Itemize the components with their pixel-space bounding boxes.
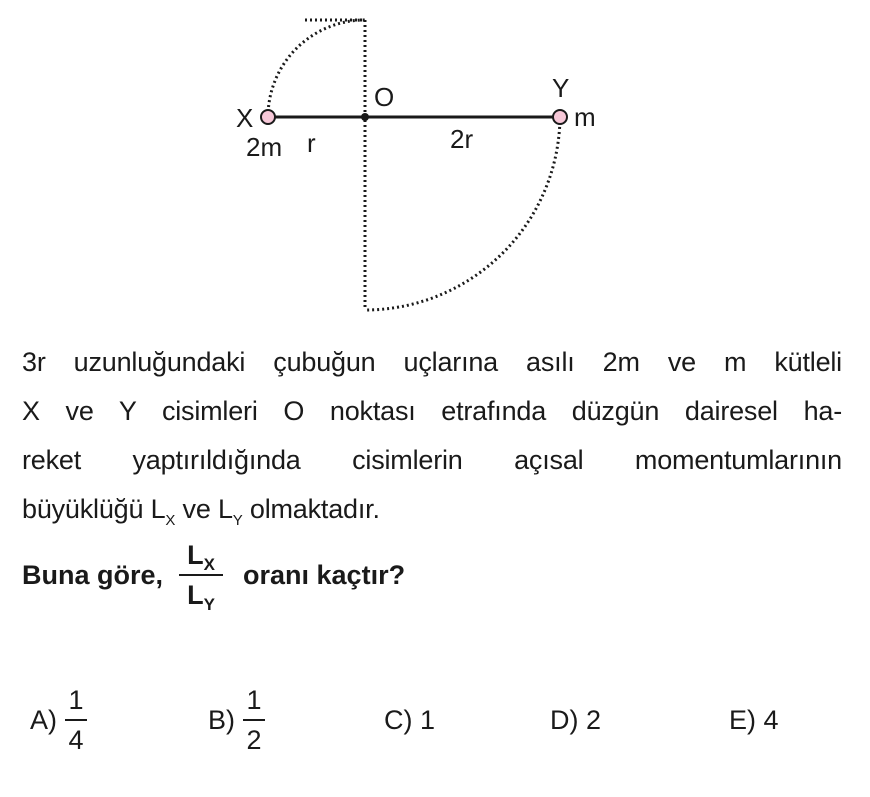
fraction-denominator [187,579,215,614]
mass-x [261,110,275,124]
fraction-bar [179,574,223,576]
question-prefix: Buna göre, [22,559,164,590]
problem-line-4-pre: büyüklüğü L [22,494,166,524]
choice-a-label: A) [30,704,57,735]
choice-b-fraction [243,685,265,755]
mass-y [553,110,567,124]
question-suffix: oranı kaçtır? [243,559,406,590]
choice-c-value: 1 [420,704,436,735]
choice-b-numerator: 1 [246,685,262,715]
choice-a-fraction [65,685,87,755]
fraction-numerator [187,539,215,574]
choice-b-bar [243,719,265,721]
choice-d-label: D) [550,704,579,735]
choice-e-value: 4 [763,704,779,735]
problem-text [22,338,842,534]
choice-c[interactable] [384,680,435,760]
question [22,532,405,618]
denominator-letter: L [187,580,204,610]
choice-a-bar [65,719,87,721]
label-y: Y [552,73,570,103]
choice-a-numerator: 1 [68,685,84,715]
choice-c-label: C) [384,704,413,735]
problem-line-4 [22,485,842,534]
problem-line-1: 3r uzunluğundaki çubuğun uçlarına asılı 2m ve m kütleli [22,347,842,377]
choice-b[interactable] [208,680,265,760]
label-y-mass: m [574,102,596,132]
choice-b-label: B) [208,704,235,735]
label-x-mass: 2m [246,132,283,162]
label-r: r [307,128,316,158]
problem-line-4-mid: ve L [175,494,233,524]
denominator-subscript: Y [203,595,215,614]
rotating-rod-diagram [0,0,870,330]
choice-d-value: 2 [586,704,602,735]
numerator-letter: L [187,540,204,570]
choice-a[interactable] [30,680,87,760]
choice-b-denominator: 2 [246,725,262,755]
label-2r: 2r [450,124,474,154]
subscript-x: X [165,512,176,529]
pivot-point-o [361,113,369,121]
label-x: X [236,103,254,133]
numerator-subscript: X [203,555,215,574]
choice-a-denominator: 4 [68,725,84,755]
problem-line-4-post: olmaktadır. [242,494,380,524]
label-o: O [374,82,395,112]
problem-line-2: X ve Y cisimleri O noktası etrafında düzgün dairesel ha- [22,396,842,426]
choice-e-label: E) [729,704,756,735]
subscript-y: Y [232,512,243,529]
ratio-fraction [179,539,223,614]
problem-line-3: reket yaptırıldığında cisimlerin açısal momentumlarının [22,445,842,475]
choice-d[interactable] [550,680,601,760]
x-orbit-arc [268,20,365,117]
choice-e[interactable] [729,680,779,760]
